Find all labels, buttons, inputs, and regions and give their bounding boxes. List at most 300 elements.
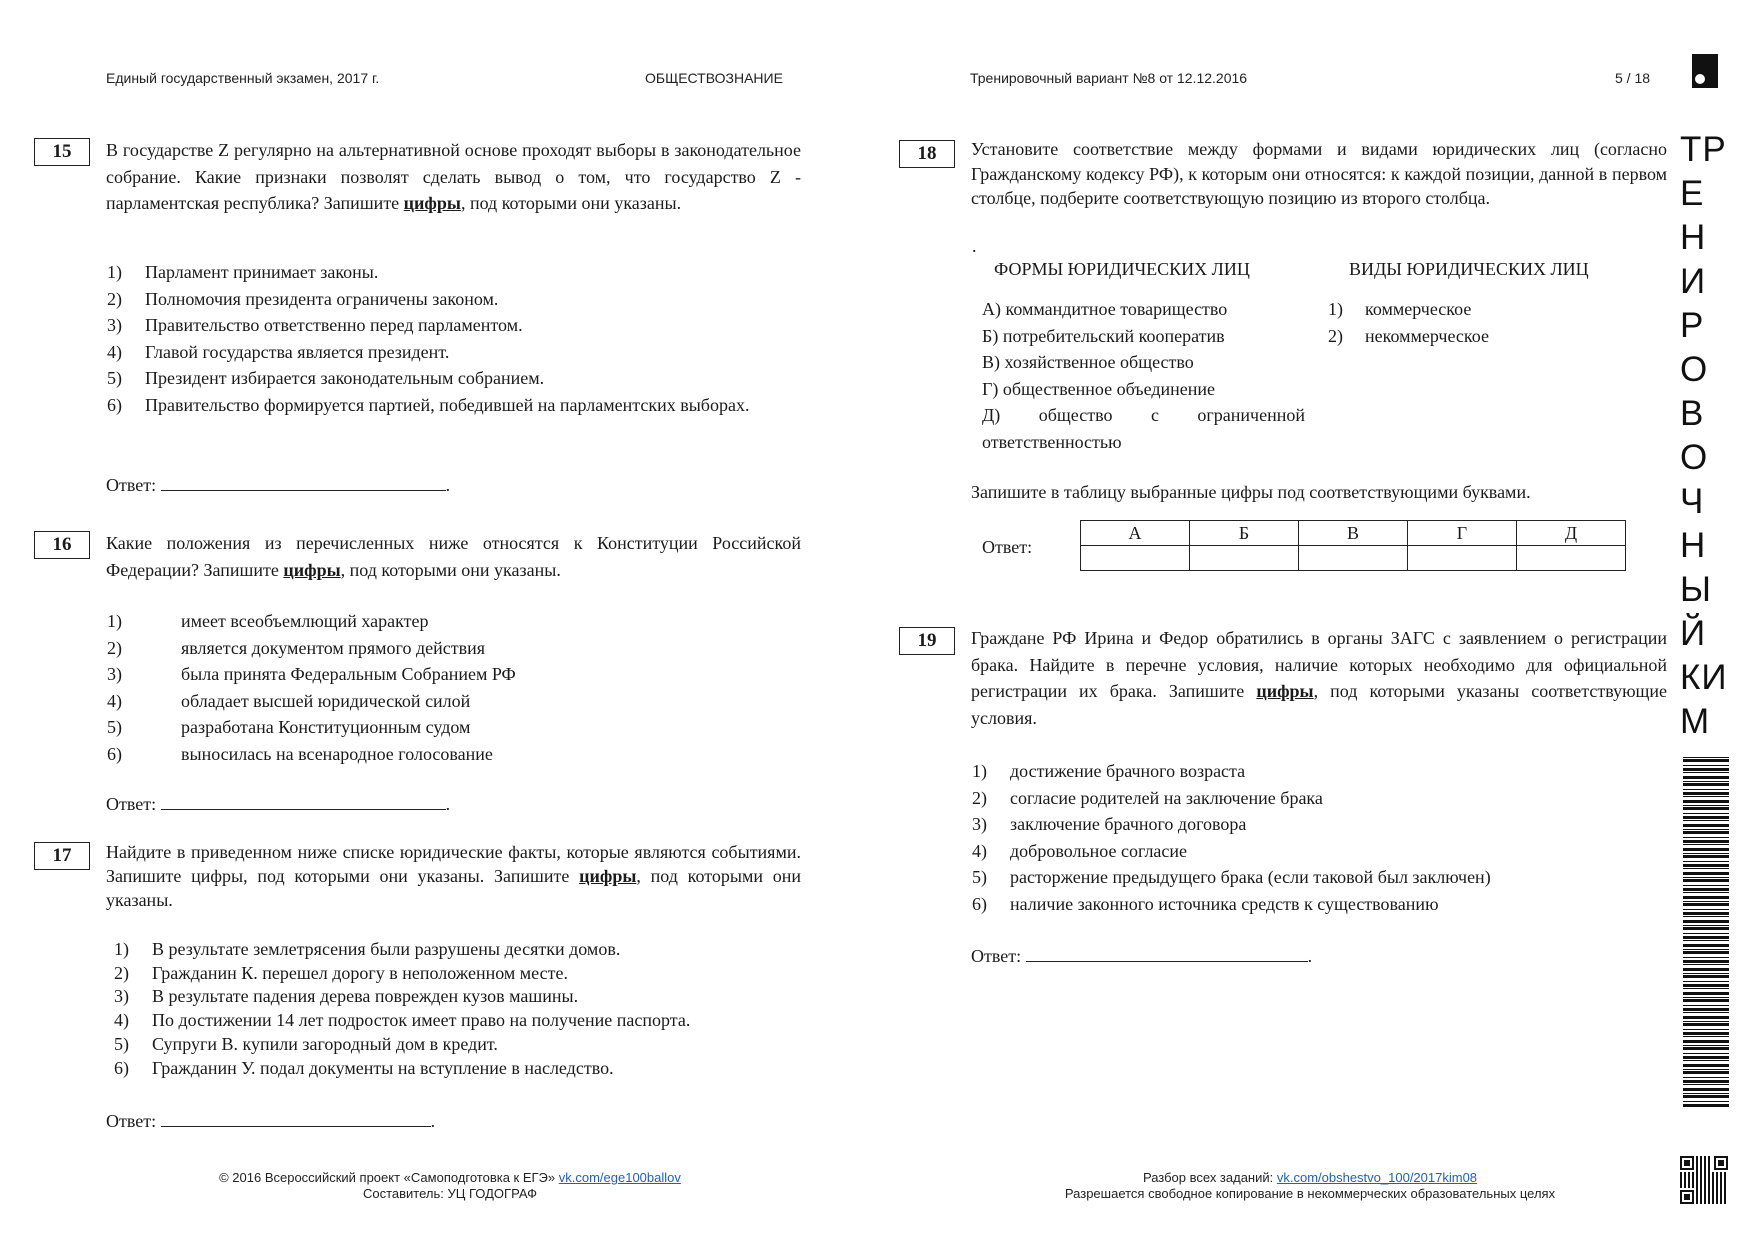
vertical-letter: Е [1680, 174, 1705, 213]
qr-module [1688, 1176, 1690, 1178]
list-item [107, 339, 801, 366]
barcode-bar [1683, 896, 1729, 899]
qr-module [1696, 1156, 1698, 1158]
qr-module [1692, 1186, 1694, 1188]
question-17-text: Найдите в приведенном ниже списке юридические факты, которые являются событиями. Запишите цифры, под которыми они указаны. Запишите цифры, под которыми они указаны. [106, 842, 801, 910]
qr-module [1684, 1174, 1686, 1176]
vertical-letter: М [1680, 702, 1711, 741]
barcode-bar [1683, 944, 1729, 947]
table-answer-cell[interactable] [1081, 546, 1190, 571]
qr-module [1720, 1202, 1722, 1204]
question-15-answer: Ответ: . [106, 475, 451, 495]
barcode-bar [1683, 816, 1729, 819]
list-item-text: расторжение предыдущего брака (если таковой был заключен) [1010, 867, 1491, 887]
qr-module [1696, 1182, 1698, 1184]
list-item-number: 4) [114, 1010, 129, 1031]
barcode-bar [1683, 844, 1729, 845]
barcode-bar [1683, 840, 1729, 843]
question-17-options [114, 938, 801, 1080]
table-header-cell: Д [1517, 521, 1626, 546]
question-19-options [972, 758, 1668, 917]
list-item-text: обладает высшей юридической силой [181, 690, 471, 711]
qr-module [1708, 1166, 1710, 1168]
qr-module [1680, 1186, 1682, 1188]
barcode-bar [1683, 772, 1729, 773]
qr-module [1716, 1182, 1718, 1184]
barcode-icon [1683, 757, 1729, 1107]
question-19-text: Граждане РФ Ирина и Федор обратились в органы ЗАГС с заявлением о регистрации брака. Найдите в перечне условия, наличие которых необходимо для официальной регистрации их брака. Запишите цифры, под которыми указаны соответствующие условия. [971, 628, 1668, 728]
qr-module [1688, 1184, 1690, 1186]
qr-module [1724, 1184, 1726, 1186]
type-item-number: 2) [1328, 325, 1343, 346]
list-item-text: Супруги В. купили загородный дом в кредит. [152, 1033, 498, 1054]
qr-module [1704, 1180, 1706, 1182]
list-item [107, 286, 801, 313]
question-15-options [107, 259, 801, 418]
qr-module [1708, 1198, 1710, 1200]
qr-module [1704, 1156, 1706, 1158]
table-header-cell: Б [1190, 521, 1299, 546]
barcode-bar [1683, 1077, 1729, 1078]
list-item-text: Гражданин К. перешел дорогу в неположенном месте. [152, 962, 568, 983]
qr-module [1720, 1182, 1722, 1184]
qr-module [1696, 1180, 1698, 1182]
qr-module [1700, 1190, 1702, 1192]
qr-module [1696, 1170, 1698, 1172]
qr-module [1708, 1174, 1710, 1176]
qr-module [1716, 1172, 1718, 1174]
barcode-bar [1683, 789, 1729, 790]
qr-module [1700, 1168, 1702, 1170]
barcode-bar [1683, 903, 1729, 906]
qr-module [1692, 1182, 1694, 1184]
qr-module [1708, 1200, 1710, 1202]
list-item [107, 365, 801, 392]
vertical-letter: Й [1680, 614, 1707, 653]
qr-module [1708, 1168, 1710, 1170]
list-item-text: наличие законного источника средств к существованию [1010, 893, 1439, 914]
list-item-number: 2) [107, 637, 122, 658]
footer-left-link[interactable]: vk.com/ege100ballov [558, 1170, 681, 1185]
list-item-text: Правительство ответственно перед парламентом. [145, 315, 523, 335]
qr-module [1700, 1164, 1702, 1166]
barcode-bar [1683, 885, 1729, 886]
barcode-bar [1683, 968, 1729, 971]
qr-module [1696, 1200, 1698, 1202]
qr-module [1716, 1186, 1718, 1188]
qr-module [1700, 1202, 1702, 1204]
qr-module [1700, 1196, 1702, 1198]
barcode-bar [1683, 925, 1729, 926]
qr-module [1700, 1160, 1702, 1162]
qr-module [1700, 1178, 1702, 1180]
vertical-letter: В [1680, 394, 1705, 433]
barcode-bar [1683, 831, 1729, 834]
qr-module [1708, 1172, 1710, 1174]
question-19-number: 19 [899, 627, 955, 655]
qr-module [1688, 1180, 1690, 1182]
question-18-dot: . [972, 236, 977, 256]
question-16-answer: Ответ: . [106, 794, 451, 814]
form-item: Д) общество с ограниченной ответственностью [982, 405, 1305, 452]
qr-module [1696, 1174, 1698, 1176]
barcode-bar [1683, 837, 1729, 838]
barcode-bar [1683, 1088, 1729, 1091]
barcode-bar [1683, 1071, 1729, 1074]
barcode-bar [1683, 1104, 1729, 1107]
barcode-bar [1683, 999, 1729, 1002]
barcode-bar [1683, 1093, 1729, 1094]
qr-module [1696, 1202, 1698, 1204]
barcode-bar [1683, 864, 1729, 867]
form-item: А) коммандитное товарищество [982, 299, 1228, 319]
list-item-text: В результате падения дерева поврежден кузов машины. [152, 986, 579, 1007]
list-item-number: 5) [114, 1033, 129, 1054]
qr-code-icon [1680, 1156, 1728, 1204]
barcode-bar [1683, 783, 1729, 786]
vertical-letter: И [1680, 262, 1707, 301]
barcode-bar [1683, 1045, 1729, 1046]
qr-module [1692, 1172, 1694, 1174]
barcode-bar [1683, 916, 1729, 917]
barcode-bar [1683, 1023, 1729, 1026]
barcode-bar [1683, 829, 1729, 830]
vertical-letter: Н [1680, 218, 1707, 257]
barcode-bar [1683, 1008, 1729, 1011]
barcode-bar [1683, 940, 1729, 941]
barcode-bar [1683, 781, 1729, 782]
qr-module [1724, 1172, 1726, 1174]
qr-module [1724, 1198, 1726, 1200]
list-item-number: 3) [114, 986, 129, 1007]
barcode-bar [1683, 933, 1729, 934]
list-item [972, 891, 1668, 918]
qr-module [1724, 1180, 1726, 1182]
list-item-text: Правительство формируется партией, победившей на парламентских выборах. [145, 394, 750, 415]
qr-module [1712, 1174, 1714, 1176]
barcode-bar [1683, 901, 1729, 902]
list-item [972, 758, 1668, 785]
qr-module [1712, 1198, 1714, 1200]
list-item-text: Гражданин У. подал документы на вступление в наследство. [152, 1057, 614, 1078]
qr-module [1712, 1178, 1714, 1180]
list-item [107, 608, 801, 635]
qr-module [1724, 1202, 1726, 1204]
list-item-text: разработана Конституционным судом [181, 717, 471, 737]
qr-module [1696, 1160, 1698, 1162]
list-item-text: достижение брачного возраста [1010, 761, 1246, 781]
qr-module [1716, 1194, 1718, 1196]
list-item-text: Полномочия президента ограничены законом. [145, 288, 499, 309]
barcode-bar [1683, 951, 1729, 954]
vertical-letter: О [1680, 350, 1709, 389]
qr-module [1684, 1182, 1686, 1184]
qr-module [1724, 1192, 1726, 1194]
qr-module [1704, 1194, 1706, 1196]
qr-module [1708, 1184, 1710, 1186]
barcode-bar [1683, 1040, 1729, 1043]
list-item-number: 6) [107, 743, 122, 764]
list-item-number: 6) [972, 893, 987, 914]
qr-module [1704, 1168, 1706, 1170]
qr-module [1696, 1198, 1698, 1200]
barcode-bar [1683, 1056, 1729, 1059]
barcode-bar [1683, 848, 1729, 851]
answer-input-line[interactable] [161, 473, 446, 491]
barcode-bar [1683, 1095, 1729, 1098]
qr-module [1720, 1178, 1722, 1180]
qr-module [1720, 1174, 1722, 1176]
qr-module [1724, 1176, 1726, 1178]
form-item: Г) общественное объединение [982, 378, 1216, 399]
barcode-bar [1683, 765, 1729, 766]
qr-module [1720, 1198, 1722, 1200]
qr-module [1680, 1182, 1682, 1184]
list-item [114, 1009, 801, 1033]
barcode-bar [1683, 988, 1729, 989]
list-item-text: согласие родителей на заключение брака [1010, 787, 1323, 808]
qr-module [1700, 1198, 1702, 1200]
type-item-text: некоммерческое [1365, 325, 1489, 346]
list-item [972, 838, 1668, 865]
answer-input-line[interactable] [161, 1109, 431, 1127]
qr-module [1708, 1162, 1710, 1164]
question-16-number: 16 [34, 531, 90, 559]
qr-module [1724, 1190, 1726, 1192]
qr-module [1704, 1198, 1706, 1200]
column-types-heading: ВИДЫ ЮРИДИЧЕСКИХ ЛИЦ [1349, 259, 1589, 279]
qr-module [1712, 1190, 1714, 1192]
footer-left: © 2016 Всероссийский проект «Самоподготовка к ЕГЭ» vk.com/ege100ballov Составитель: УЦ ГОДОГРАФ [219, 1170, 681, 1201]
qr-module [1708, 1192, 1710, 1194]
barcode-bar [1683, 888, 1729, 891]
qr-module [1700, 1200, 1702, 1202]
question-18-number: 18 [899, 140, 955, 168]
question-16-text: Какие положения из перечисленных ниже относятся к Конституции Российской Федерации? Запишите цифры, под которыми они указаны. [106, 533, 801, 580]
qr-module [1712, 1180, 1714, 1182]
qr-module [1708, 1160, 1710, 1162]
qr-module [1696, 1168, 1698, 1170]
qr-module [1684, 1172, 1686, 1174]
qr-module [1688, 1174, 1690, 1176]
qr-module [1700, 1192, 1702, 1194]
list-item [114, 1033, 801, 1057]
qr-module [1716, 1196, 1718, 1198]
qr-module [1720, 1192, 1722, 1194]
qr-module [1688, 1182, 1690, 1184]
footer-right-link[interactable]: vk.com/obshestvo_100/2017kim08 [1276, 1170, 1478, 1185]
barcode-bar [1683, 820, 1729, 821]
barcode-bar [1683, 1021, 1729, 1022]
list-item-text: заключение брачного договора [1010, 814, 1247, 834]
list-item [114, 962, 801, 986]
answer-input-line[interactable] [1026, 944, 1308, 962]
qr-module [1708, 1170, 1710, 1172]
qr-module [1680, 1184, 1682, 1186]
qr-module [1704, 1176, 1706, 1178]
qr-module [1696, 1176, 1698, 1178]
qr-module [1708, 1188, 1710, 1190]
qr-module [1696, 1164, 1698, 1166]
barcode-bar [1683, 813, 1729, 814]
qr-module [1684, 1178, 1686, 1180]
list-item [107, 635, 801, 662]
list-item [972, 811, 1668, 838]
qr-module [1700, 1158, 1702, 1160]
list-item [107, 312, 801, 339]
qr-module [1720, 1194, 1722, 1196]
qr-module [1716, 1188, 1718, 1190]
qr-module [1720, 1190, 1722, 1192]
qr-module [1724, 1200, 1726, 1202]
qr-module [1684, 1176, 1686, 1178]
question-19-answer: Ответ: . [971, 946, 1313, 966]
qr-module [1704, 1170, 1706, 1172]
qr-module [1696, 1186, 1698, 1188]
list-item-number: 2) [114, 962, 129, 983]
barcode-bar [1683, 776, 1729, 779]
qr-module [1716, 1190, 1718, 1192]
type-item-number: 1) [1328, 299, 1343, 319]
qr-module [1700, 1174, 1702, 1176]
question-17-number: 17 [34, 842, 90, 870]
qr-module [1684, 1186, 1686, 1188]
barcode-bar [1683, 984, 1729, 987]
type-item-text: коммерческое [1365, 299, 1472, 319]
barcode-bar [1683, 909, 1729, 910]
barcode-bar [1683, 853, 1729, 854]
qr-module [1712, 1192, 1714, 1194]
barcode-bar [1683, 957, 1729, 958]
barcode-bar [1683, 927, 1729, 930]
header-subject: ОБЩЕСТВОЗНАНИЕ [645, 70, 783, 86]
question-18-answer-table [1080, 520, 1626, 571]
vertical-letter: КИ [1680, 658, 1728, 697]
qr-module [1708, 1182, 1710, 1184]
qr-module [1724, 1188, 1726, 1190]
barcode-bar [1683, 1084, 1729, 1085]
table-header-cell: А [1081, 521, 1190, 546]
vertical-letter: О [1680, 438, 1709, 477]
qr-module [1704, 1160, 1706, 1162]
form-item: В) хозяйственное общество [982, 352, 1194, 372]
table-header-cell: Г [1408, 521, 1517, 546]
qr-module [1704, 1174, 1706, 1176]
qr-module [1700, 1156, 1702, 1158]
qr-module [1704, 1172, 1706, 1174]
barcode-bar [1683, 805, 1729, 806]
qr-module [1700, 1184, 1702, 1186]
qr-module [1708, 1196, 1710, 1198]
qr-module [1724, 1182, 1726, 1184]
list-item-text: Президент избирается законодательным собранием. [145, 368, 545, 388]
list-item-number: 3) [107, 315, 122, 335]
qr-module [1704, 1202, 1706, 1204]
table-answer-cell[interactable] [1517, 546, 1626, 571]
barcode-bar [1683, 1029, 1729, 1030]
qr-module [1724, 1194, 1726, 1196]
qr-module [1696, 1166, 1698, 1168]
qr-module [1692, 1180, 1694, 1182]
column-forms-heading: ФОРМЫ ЮРИДИЧЕСКИХ ЛИЦ [994, 259, 1250, 279]
qr-module [1696, 1188, 1698, 1190]
barcode-bar [1683, 759, 1729, 762]
qr-module [1716, 1174, 1718, 1176]
qr-module [1704, 1184, 1706, 1186]
type-item [1328, 296, 1578, 323]
table-answer-cell[interactable] [1299, 546, 1408, 571]
qr-module [1680, 1172, 1682, 1174]
list-item [107, 741, 801, 768]
qr-module [1704, 1178, 1706, 1180]
barcode-bar [1683, 973, 1729, 974]
barcode-bar [1683, 768, 1729, 771]
question-18-forms-list [982, 296, 1305, 455]
qr-module [1684, 1194, 1690, 1200]
qr-module [1680, 1176, 1682, 1178]
table-answer-cell[interactable] [1190, 546, 1299, 571]
table-answer-cell[interactable] [1408, 546, 1517, 571]
qr-module [1696, 1172, 1698, 1174]
list-item [114, 1057, 801, 1081]
qr-module [1724, 1196, 1726, 1198]
list-item-number: 5) [107, 368, 122, 388]
barcode-bar [1683, 1060, 1729, 1061]
answer-input-line[interactable] [161, 792, 446, 810]
barcode-bar [1683, 1053, 1729, 1054]
barcode-bar [1683, 912, 1729, 915]
barcode-bar [1683, 877, 1729, 878]
qr-module [1696, 1190, 1698, 1192]
qr-module [1708, 1158, 1710, 1160]
barcode-bar [1683, 936, 1729, 939]
qr-module [1700, 1186, 1702, 1188]
barcode-bar [1683, 964, 1729, 965]
qr-module [1704, 1196, 1706, 1198]
qr-module [1700, 1170, 1702, 1172]
list-item-number: 4) [972, 840, 987, 861]
corner-marker-icon [1692, 54, 1718, 88]
barcode-bar [1683, 800, 1729, 803]
barcode-bar [1683, 872, 1729, 875]
barcode-bar [1683, 1047, 1729, 1050]
list-item-text: была принята Федеральным Собранием РФ [181, 664, 516, 684]
barcode-bar [1683, 861, 1729, 862]
list-item [107, 688, 801, 715]
list-item-text: Парламент принимает законы. [145, 262, 379, 282]
qr-module [1700, 1180, 1702, 1182]
qr-module [1708, 1194, 1710, 1196]
table-header-cell: В [1299, 521, 1408, 546]
barcode-bar [1683, 796, 1729, 797]
barcode-bar [1683, 949, 1729, 950]
barcode-bar [1683, 997, 1729, 998]
question-16-options [107, 608, 801, 767]
qr-module [1720, 1172, 1722, 1174]
qr-module [1716, 1176, 1718, 1178]
qr-module [1696, 1184, 1698, 1186]
barcode-bar [1683, 992, 1729, 995]
qr-module [1712, 1196, 1714, 1198]
qr-module [1684, 1180, 1686, 1182]
list-item-number: 3) [107, 664, 122, 684]
list-item-number: 6) [107, 394, 122, 415]
qr-module [1688, 1178, 1690, 1180]
list-item [107, 259, 801, 286]
list-item-text: имеет всеобъемлющий характер [181, 611, 429, 631]
qr-module [1708, 1178, 1710, 1180]
barcode-bar [1683, 1036, 1729, 1037]
